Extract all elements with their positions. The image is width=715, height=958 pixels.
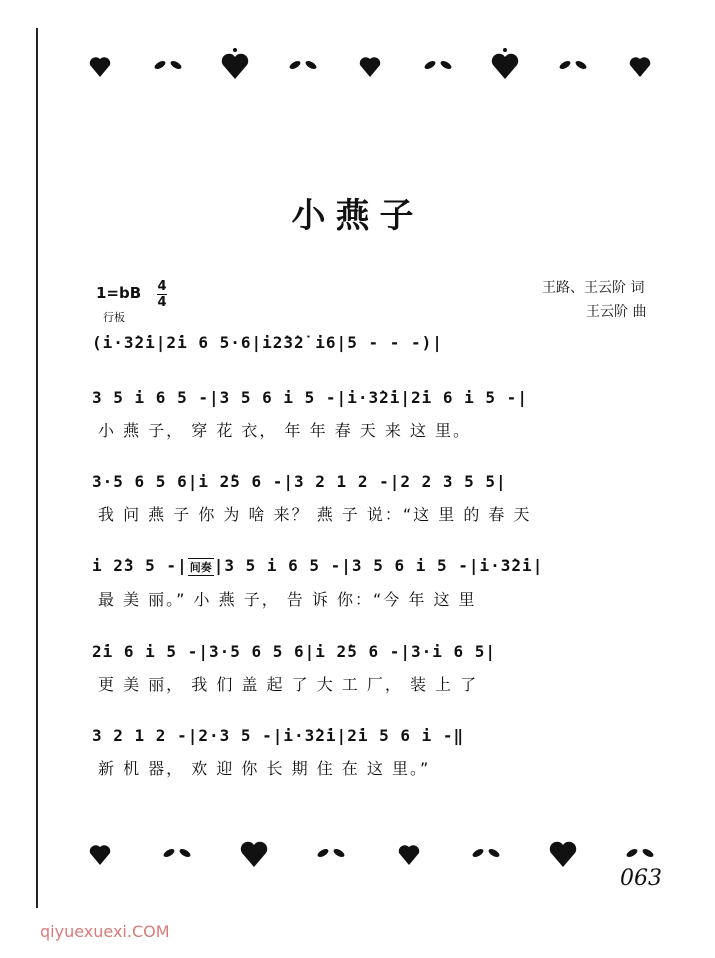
notation-line-5: 2̇i 6 i 5 -|3·5 6 5 6|i 2̇5 6 -|3·i 6 5| <box>92 642 497 661</box>
key-signature: 1=bB <box>96 284 142 302</box>
meter-top: 4 <box>157 279 167 294</box>
notation-line-3: 3·5 6 5 6|i 2̇5 6 -|3 2 1 2 -|2 2 3 5 5| <box>92 472 507 491</box>
heart-ornament-icon <box>80 833 120 873</box>
leaf-ornament-icon <box>148 45 188 85</box>
bottom-ornament-border <box>80 830 660 876</box>
song-title: 小燕子 <box>291 196 424 236</box>
notation-line-6: 3 2 1 2 -|2·3 5 -|i·3̇2̇i|2̇i 5 6 i -‖ <box>92 726 465 745</box>
leaf-ornament-icon <box>311 833 351 873</box>
composer-credit: 王云阶 曲 <box>586 304 647 320</box>
heart-ornament-icon <box>234 833 274 873</box>
heart-ornament-icon <box>350 45 390 85</box>
lyrics-line-6: 新 机 器， 欢 迎 你 长 期 住 在 这 里。” <box>98 759 431 778</box>
meter-bottom: 4 <box>157 295 167 310</box>
leaf-ornament-icon <box>418 45 458 85</box>
heart-ornament-icon <box>543 833 583 873</box>
interlude-label: 间奏 <box>188 558 214 576</box>
leaf-ornament-icon <box>157 833 197 873</box>
tempo-marking: 行板 <box>103 311 125 324</box>
lyrics-line-2: 小 燕 子， 穿 花 衣， 年 年 春 天 来 这 里。 <box>98 421 472 440</box>
heart-ornament-icon <box>620 45 660 85</box>
notation-line-4 <box>92 556 648 576</box>
heart-ornament-icon <box>389 833 429 873</box>
heart-ornament-icon <box>485 45 525 85</box>
heart-ornament-icon <box>80 45 120 85</box>
time-signature <box>157 279 167 310</box>
lyrics-line-5: 更 美 丽， 我 们 盖 起 了 大 工 厂， 装 上 了 <box>98 675 479 694</box>
lyrics-line-3: 我 问 燕 子 你 为 啥 来？ 燕 子 说：“这 里 的 春 天 <box>98 505 532 524</box>
top-ornament-border <box>80 42 660 88</box>
page-number: 063 <box>620 866 662 891</box>
leaf-ornament-icon <box>283 45 323 85</box>
leaf-ornament-icon <box>466 833 506 873</box>
leaf-ornament-icon <box>553 45 593 85</box>
notation-line-4-a: i 2̇3 5 -| <box>92 556 188 575</box>
page-left-border <box>36 28 38 908</box>
notation-line-2: 3 5 i 6 5 -|3 5 6 i 5 -|i·3̇2̇i|2̇i 6 i 5 -| <box>92 388 528 407</box>
lyricist-credit: 王路、王云阶 词 <box>542 280 645 296</box>
notation-line-4-b: |3 5 i 6 5 -|3 5 6 i 5 -|i·3̇2̇i| <box>213 556 544 575</box>
site-watermark[interactable]: qiyuexuexi.COM <box>40 922 170 941</box>
heart-ornament-icon <box>215 45 255 85</box>
notation-line-1: (i·3̇2̇i|2̇i 6 5·6|i2̇3̇2̇ i6|5 - - -)| <box>92 333 443 352</box>
lyrics-line-4: 最 美 丽。” 小 燕 子， 告 诉 你：“今 年 这 里 <box>98 590 477 609</box>
